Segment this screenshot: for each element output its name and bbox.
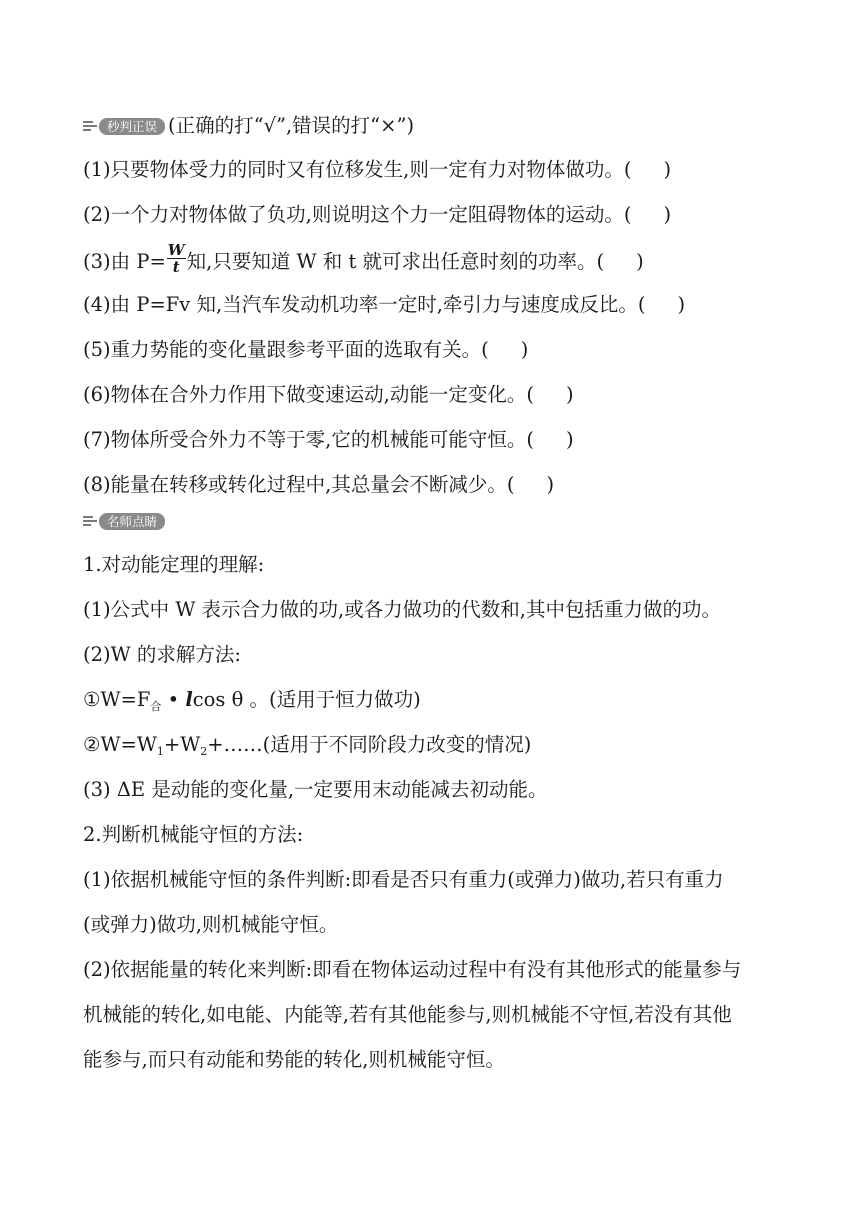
formula-subscript: 2 <box>200 745 208 758</box>
notes-paragraph: (2)依据能量的转化来判断:即看在物体运动过程中有没有其他形式的能量参与 <box>83 958 742 981</box>
formula-sum-work <box>83 731 820 766</box>
fraction-denominator: t <box>172 257 180 276</box>
formula-text: +……(适用于不同阶段力改变的情况) <box>207 733 532 756</box>
close-paren: ) <box>546 473 555 496</box>
notes-header <box>83 512 820 531</box>
quiz-badge <box>83 117 165 136</box>
formula-variable: l <box>185 688 193 711</box>
notes-badge-label: 名师点睛 <box>99 513 165 530</box>
notes-paragraph: 能参与,而只有动能和势能的转化,则机械能守恒。 <box>83 1048 505 1071</box>
quiz-badge-label: 秒判正误 <box>99 118 165 135</box>
quiz-item-5 <box>83 336 820 364</box>
quiz-item-2 <box>83 201 820 229</box>
formula-text: ①W=F <box>83 688 151 711</box>
quiz-item-text: (1)只要物体受力的同时又有位移发生,则一定有力对物体做功。( <box>83 158 632 181</box>
quiz-header <box>83 112 820 140</box>
quiz-item-text: (2)一个力对物体做了负功,则说明这个力一定阻碍物体的运动。( <box>83 203 632 226</box>
close-paren: ) <box>520 338 529 361</box>
close-paren: ) <box>663 203 672 226</box>
quiz-item-text: (6)物体在合外力作用下做变速运动,动能一定变化。( <box>83 383 534 406</box>
quiz-item-text: (7)物体所受合外力不等于零,它的机械能可能守恒。( <box>83 428 534 451</box>
notes-paragraph: (1)公式中 W 表示合力做的功,或各力做功的代数和,其中包括重力做的功。 <box>83 598 721 621</box>
quiz-item-text-rest: 知,只要知道 W 和 t 就可求出任意时刻的功率。( <box>186 250 605 273</box>
quiz-item-4 <box>83 291 820 319</box>
notes-heading-2: 2.判断机械能守恒的方法: <box>83 823 304 846</box>
quiz-instruction: (正确的打“√”,错误的打“×”) <box>168 114 415 137</box>
quiz-item-text: (3)由 P= <box>83 250 166 273</box>
quiz-item-6 <box>83 381 820 409</box>
close-paren: ) <box>677 293 686 316</box>
formula-text: ②W=W <box>83 733 157 756</box>
stripe-icon <box>83 515 97 528</box>
close-paren: ) <box>663 158 672 181</box>
quiz-item-text: (4)由 P=Fv 知,当汽车发动机功率一定时,牵引力与速度成反比。( <box>83 293 646 316</box>
close-paren: ) <box>565 428 574 451</box>
formula-constant-force <box>83 686 820 721</box>
quiz-item-7 <box>83 426 820 454</box>
quiz-item-text: (5)重力势能的变化量跟参考平面的选取有关。( <box>83 338 489 361</box>
fraction-numerator: W <box>167 240 185 259</box>
notes-heading-1: 1.对动能定理的理解: <box>83 553 265 576</box>
formula-dot: • <box>167 688 180 711</box>
formula-subscript: 合 <box>150 700 162 713</box>
stripe-icon <box>83 120 97 133</box>
quiz-item-8 <box>83 471 820 499</box>
notes-paragraph: (1)依据机械能守恒的条件判断:即看是否只有重力(或弹力)做功,若只有重力 <box>83 868 724 891</box>
formula-text: +W <box>163 733 201 756</box>
notes-paragraph: (3) ΔE 是动能的变化量,一定要用末动能减去初动能。 <box>83 778 548 801</box>
formula-text: cos θ 。(适用于恒力做功) <box>192 688 421 711</box>
formula-subscript: 1 <box>156 745 164 758</box>
notes-paragraph: (或弹力)做功,则机械能守恒。 <box>83 913 339 936</box>
quiz-item-text: (8)能量在转移或转化过程中,其总量会不断减少。( <box>83 473 515 496</box>
close-paren: ) <box>636 250 644 273</box>
notes-paragraph: (2)W 的求解方法: <box>83 643 241 666</box>
notes-paragraph: 机械能的转化,如电能、内能等,若有其他能参与,则机械能不守恒,若没有其他 <box>83 1003 732 1026</box>
fraction-w-over-t <box>167 240 186 276</box>
quiz-item-3 <box>83 240 820 276</box>
notes-badge <box>83 512 165 531</box>
close-paren: ) <box>565 383 574 406</box>
quiz-item-1 <box>83 156 820 184</box>
